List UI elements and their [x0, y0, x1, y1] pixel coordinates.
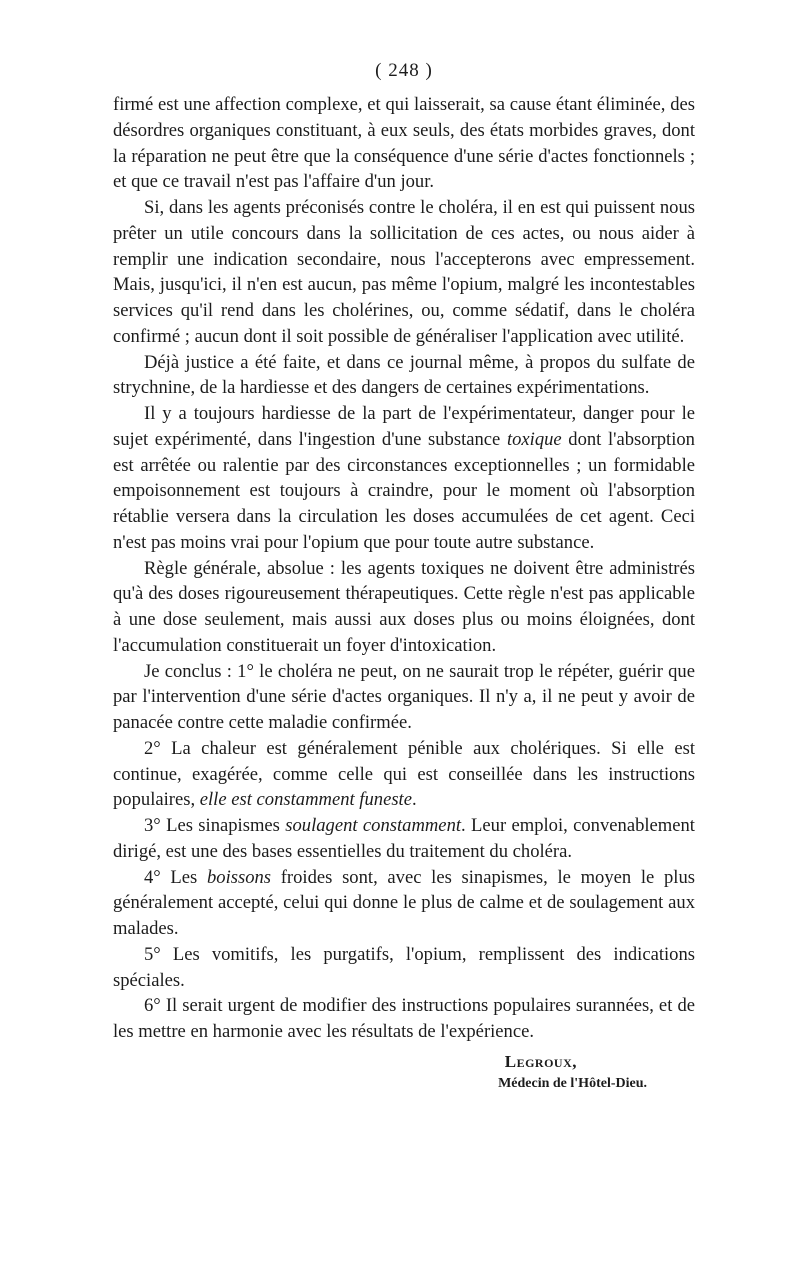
- conclusion-1: Je conclus : 1° le choléra ne peut, on ne saurait trop le répéter, guérir que par l'intervention d'une série d'actes organiques. Il n'y a, il ne peut y avoir de panacée contre cette maladie confirmée.: [113, 660, 695, 733]
- paragraph-text: 2° La chaleur est généralement pénible aux cholériques. Si elle est continue, exagérée, comme celle qui est conseillée dans les instructions populaires,: [113, 737, 695, 811]
- italic-text: elle est constamment funeste: [199, 789, 412, 811]
- conclusion-5: 5° Les vomitifs, les purgatifs, l'opium, remplissent des indications spéciales.: [113, 943, 695, 991]
- paragraph-text: .: [411, 789, 417, 811]
- author-signature: Legroux,: [504, 1051, 577, 1071]
- author-affiliation: Médecin de l'Hôtel-Dieu.: [498, 1075, 647, 1091]
- italic-text: toxique: [506, 428, 562, 450]
- italic-text: boissons: [206, 866, 272, 888]
- paragraph-text: 3° Les sinapismes: [144, 815, 286, 836]
- conclusion-6: 6° Il serait urgent de modifier des instructions populaires surannées, et de les mettre en harmonie avec les résultats de l'expérience.: [113, 995, 695, 1042]
- page-number: ( 248 ): [375, 60, 433, 81]
- paragraph-regle-generale: Règle générale, absolue : les agents toxiques ne doivent être administrés qu'à des doses rigoureusement thérapeutiques. Cette règle n'est pas applicable à une dose seulement, mais aussi aux doses plus ou moins éloignées, dont l'accumulation constituerait un foyer d'intoxication.: [113, 557, 695, 656]
- paragraph-text: Il y a toujours hardiesse de la part de l'expérimentateur, danger pour le sujet expérimenté, dans l'ingestion d'une substance: [113, 403, 695, 450]
- conclusion-2: [113, 736, 695, 813]
- conclusion-3: [113, 813, 695, 865]
- paragraph-text: froides sont, avec les sinapismes, le moyen le plus généralement accepté, celui qui donne le plus de calme et de soulagement aux malades.: [113, 866, 695, 939]
- document-page: [113, 58, 695, 1248]
- italic-text: soulagent constamment: [285, 815, 462, 836]
- paragraph-continuation: firmé est une affection complexe, et qui laisserait, sa cause étant éliminée, des désordres organiques constituant, à eux seuls, des états morbides graves, dont la réparation ne peut être que la conséquence d'une série d'actes fonctionnels ; et que ce travail n'est pas l'affaire d'un jour.: [113, 94, 695, 193]
- paragraph-text: 4° Les: [144, 866, 207, 888]
- paragraph-strychnine: Déjà justice a été faite, et dans ce journal même, à propos du sulfate de strychnine, de la hardiesse et des dangers de certaines expérimentations.: [113, 351, 695, 399]
- paragraph-text: . Leur emploi, convenablement dirigé, est une des bases essentielles du traitement du choléra.: [113, 815, 695, 862]
- paragraph-hardiesse: [113, 401, 695, 556]
- paragraph-text: dont l'absorption est arrêtée ou ralentie par des circonstances exceptionnelles ; un formidable empoisonnement est toujours à craindre, pour le moment où l'absorption rétablie versera dans la circulation les doses accumulées de cet agent. Ceci n'est pas moins vrai pour l'opium que pour toute autre substance.: [113, 428, 695, 553]
- paragraph-agents: Si, dans les agents préconisés contre le choléra, il en est qui puissent nous prêter un utile concours dans la sollicitation de ces actes, ou nous aider à remplir une indication secondaire, nous l'accepterons avec empressement. Mais, jusqu'ici, il n'en est aucun, pas même l'opium, malgré les incontestables services qu'il rend dans les cholérines, ou, comme sédatif, dans le choléra confirmé ; aucun dont il soit possible de généraliser l'application avec utilité.: [113, 197, 695, 347]
- conclusion-4: [113, 865, 695, 942]
